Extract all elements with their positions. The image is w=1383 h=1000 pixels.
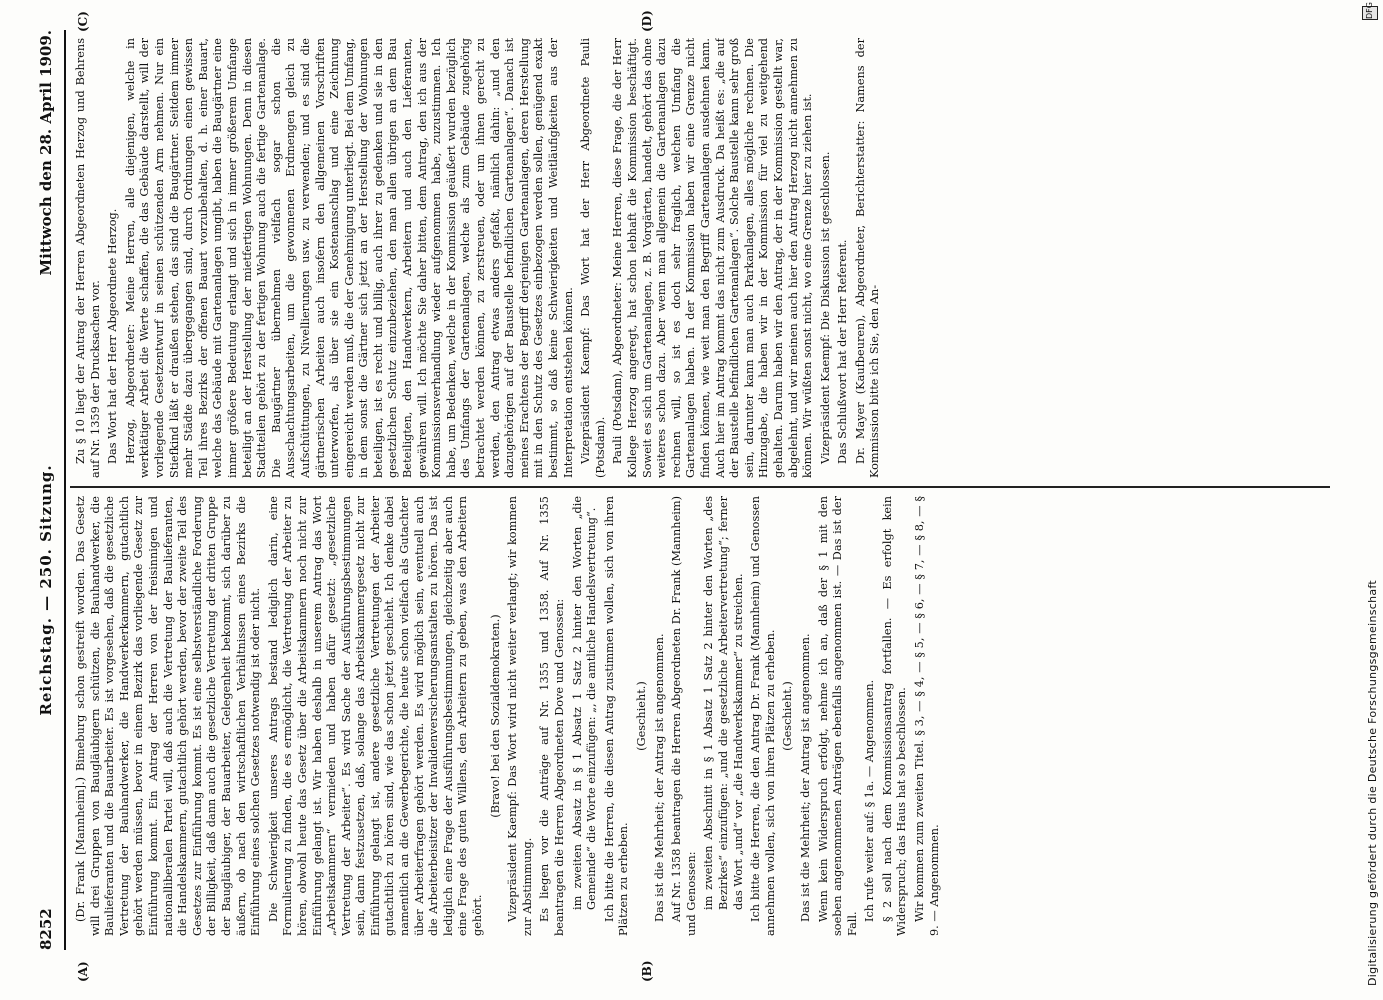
dfg-logo-icon: DFG	[1362, 6, 1378, 20]
paragraph: Auf Nr. 1358 beantragen die Herren Abgeordneten Dr. Frank (Mannheim) und Genossen:	[670, 496, 698, 936]
paragraph: Herzog, Abgeordneter: Meine Herren, alle diejenigen, welche in werktätiger Arbeit die Werte schaffen, die das Gebäude darstellt, will der vorliegende Gesetzentwurf in seinen schützenden Arm nehmen. Nur ein Stiefkind läßt er draußen stehen, das sind die Baugärtner. Seitdem immer mehr Städte dazu übergegangen sind, durch Ordnungen einen gewissen Teil ihres Bezirks der offenen Bauart vorzubehalten, d. h. einer Bauart, welche das Gebäude mit Gartenanlagen umgibt, haben die Baugärtner eine immer größere Bedeutung erlangt und sich in immer größerem Umfange beteiligt an der Herstellung der mietfertigen Wohnungen. Denn in diesen Stadtteilen gehört zu der fertigen Wohnung auch die fertige Gartenanlage. Die Baugärtner übernehmen vielfach sogar schon die Ausschachtungsarbeiten, um die gewonnenen Erdmengen gleich zu Aufschüttungen, zu Nivellierungen usw. zu verwenden; und es sind die gärtnerischen Arbeiten auch insofern den allgemeinen Vorschriften unterworfen, als über sie ein Kostenanschlag und eine Zeichnung eingereicht werden muß, die der Genehmigung unterliegt. Bei dem Umfang, in dem sonst die Gärtner sich jetzt an der Herstellung der Wohnungen beteiligen, ist es recht und billig, auch ihrer zu gedenken und sie in den gesetzlichen Schutz einzubeziehen, den man allen übrigen an dem Bau Beteiligten, den Handwerkern, Arbeitern und auch den Lieferanten, gewähren will. Ich möchte Sie daher bitten, dem Antrag, den ich aus der Kommissionsverhandlung wieder aufgenommen habe, zuzustimmen. Ich habe, um Bedenken, welche in der Kommission geäußert wurden bezüglich des Umfangs der Gartenanlagen, welche als zum Gebäude zugehörig betrachtet werden können, zu zerstreuen, oder um ihnen gerecht zu werden, den Antrag etwas anders gefaßt, nämlich dahin: „und den dazugehörigen auf der Baustelle befindlichen Gartenanlagen“. Danach ist meines Erachtens der Begriff derjenigen Gartenanlagen, deren Herstellung mit in den Schutz des Gesetzes einbezogen werden sollen, genügend exakt bestimmt, so daß keine Schwierigkeiten und Weitläufigkeiten aus der Interpretation entstehen können.	[123, 38, 575, 478]
paragraph: Das ist die Mehrheit; der Antrag ist angenommen.	[652, 633, 666, 922]
paragraph: Vizepräsident Kaempf: Die Diskussion ist geschlossen.	[818, 151, 832, 464]
paragraph: Es liegen vor die Anträge auf Nr. 1355 und 1358. Auf Nr. 1355 beantragen die Herren Abgeordneten Dove und Genossen:	[538, 496, 566, 936]
paragraph: Ich bitte die Herren, die diesen Antrag zustimmen wollen, sich von ihren Plätzen zu erheben.	[602, 496, 631, 936]
paragraph: Das ist die Mehrheit; der Antrag ist angenommen.	[798, 633, 812, 922]
paragraph: (Dr. Frank [Mannheim].) Bimeburg schon gestreift worden. Das Gesetz will drei Gruppen von Baugläubigern schützen, die Bauhandwerker, die Baulieferanten und die Bauarbeiter. Es ist vorgesehen, daß die gesetzliche Vertretung der Bauhandwerker, die Handwerkerkammern, gutachtlich gehört werden müssen, bevor in einem Bezirk das vorliegende Gesetz zur Einführung kommt. Ein Antrag der Herren von der freisinnigen und nationalliberalen Partei will, daß auch die Vertretung der Baulieferanten, die Handelskammern, gutachtlich gehört werden, bevor der zweite Teil des Gesetzes zur Einführung kommt. Es ist eine selbstverständliche Forderung der Billigkeit, daß dann auch die gesetzliche Vertretung der dritten Gruppe der Baugläubiger, der Bauarbeiter, Gelegenheit bekommt, sich darüber zu äußern, ob nach den wirtschaftlichen Verhältnissen eines Bezirks die Einführung eines solchen Gesetzes notwendig ist oder nicht.	[74, 496, 263, 936]
paragraph: Dr. Mayer (Kaufbeuren), Abgeordneter, Berichterstatter: Namens der Kommission bitte ich Sie, den An-	[853, 38, 882, 478]
left-column	[74, 496, 1254, 936]
header-rule	[64, 30, 66, 950]
paragraph: Vizepräsident Kaempf: Das Wort hat der Herr Abgeordnete Pauli (Potsdam).	[579, 38, 607, 478]
paragraph: Pauli (Potsdam), Abgeordneter: Meine Herren, diese Frage, die der Herr Kollege Herzog angeregt, hat schon lebhaft die Kommission beschäftigt. Soweit es sich um Gartenanlagen, z. B. Vorgärten, handelt, gehört das ohne weiteres schon dazu. Aber wenn man allgemein die Gartenanlagen dazu rechnen will, so ist es doch sehr fraglich, welchen Umfang die Gartenanlagen haben. In der Kommission haben wir eine Grenze nicht finden können, wie weit man den Begriff Gartenanlagen ausdehnen kann. Auch hier im Antrag kommt das nicht zum Ausdruck. Da heißt es: „die auf der Baustelle befindlichen Gartenanlagen“. Solche Baustelle kann sehr groß sein, darunter kann man auch Parkanlagen, alles mögliche rechnen. Die Hinzugabe, die haben wir in der Kommission für viel zu weitgehend gehalten. Darum haben wir den Antrag, der in der Kommission gestellt war, abgelehnt, und wir meinen auch hier den Antrag Herzog nicht annehmen zu können. Wir wüßten sonst nicht, wo eine Grenze hier zu ziehen ist.	[611, 38, 815, 478]
margin-marker-a: (A)	[76, 961, 90, 982]
paragraph: Das Wort hat der Herr Abgeordnete Herzog.	[106, 208, 120, 464]
margin-marker-b: (B)	[640, 960, 654, 982]
right-column	[74, 38, 1254, 478]
stage-note: (Geschieht.)	[634, 681, 648, 751]
paragraph: § 2 soll nach dem Kommissionsantrag fortfallen. — Es erfolgt kein Widerspruch; das Haus hat so beschlossen.	[880, 496, 909, 936]
paragraph: Die Schwierigkeit unseres Antrags bestand lediglich darin, eine Formulierung zu finden, die es ermöglicht, die Vertretung der Arbeiter zu hören, obwohl heute das Gesetz über die Arbeitskammern noch nicht zur Einführung gelangt ist. Wir haben deshalb in unserem Antrag das Wort „Arbeitskammern“ vermieden und haben dafür gesetzt: „gesetzliche Vertretung der Arbeiter“. Es wird Sache der Ausführungsbestimmungen sein, dann festzusetzen, daß, solange das Arbeitskammergesetz nicht zur Einführung gelangt ist, andere gesetzliche Vertretungen der Arbeiter gutachtlich zu hören sind, wie das schon jetzt geschieht. Ich denke dabei namentlich an die Gewerbegerichte, die heute schon vielfach als Gutachter über Arbeiterfragen gehört werden. Es wird möglich sein, eventuell auch die Arbeiterbeisitzer der Invalidenversicherungsanstalten zu hören. Das ist lediglich eine Frage der Ausführungsbestimmungen, gleichzeitig aber auch eine Frage des guten Willens, den Arbeitern zu geben, was den Arbeitern gehört.	[266, 496, 485, 936]
page-header	[28, 30, 64, 950]
paragraph: Das Schlußwort hat der Herr Referent.	[836, 239, 850, 464]
motion-text: im zweiten Abschnitt in § 1 Absatz 1 Satz 2 hinter den Worten „des Bezirkes“ einzufügen: „und die gesetzliche Arbeitervertretung“; ferner das Wort „und“ vor „die Handwerkskammer“ zu streichen.	[702, 496, 745, 910]
paragraph: Wenn kein Widerspruch erfolgt, nehme ich an, daß der § 1 mit den soeben angenommenen Anträgen ebenfalls angenommen ist. — Das ist der Fall.	[816, 496, 859, 936]
paragraph: Ich rufe weiter auf: § 1a. — Angenommen.	[863, 679, 877, 922]
header-date: Mittwoch den 28. April 1909.	[37, 30, 55, 276]
stage-note: (Geschieht.)	[781, 681, 795, 751]
paragraph: Zu § 10 liegt der Antrag der Herren Abgeordneten Herzog und Behrens auf Nr. 1359 der Drucksachen vor.	[74, 38, 102, 478]
column-divider	[70, 486, 1330, 488]
paragraph: Ich bitte die Herren, die den Antrag Dr. Frank (Mannheim) und Genossen annehmen wollen, sich von ihren Plätzen zu erheben.	[749, 496, 777, 936]
motion-text: im zweiten Absatz in § 1 Absatz 1 Satz 2 hinter den Worten „die Gemeinde“ die Worte einzufügen: „, die amtliche Handelsvertretung“.	[570, 496, 599, 910]
header-title: Reichstag. — 250. Sitzung.	[37, 464, 55, 716]
applause-note: (Bravo! bei den Sozialdemokraten.)	[488, 614, 502, 818]
paragraph: Wir kommen zum zweiten Titel. § 3, — § 4, — § 5, — § 6, — § 7, — § 8, — § 9. — Angenommen.	[913, 496, 941, 936]
funding-note: Digitalisierung gefördert durch die Deutsche Forschungsgemeinschaft	[1366, 579, 1379, 986]
page-number: 8252	[37, 908, 55, 950]
margin-marker-c: (C)	[76, 11, 90, 32]
margin-marker-d: (D)	[640, 10, 654, 32]
paragraph: Vizepräsident Kaempf: Das Wort wird nicht weiter verlangt; wir kommen zur Abstimmung.	[506, 496, 534, 936]
